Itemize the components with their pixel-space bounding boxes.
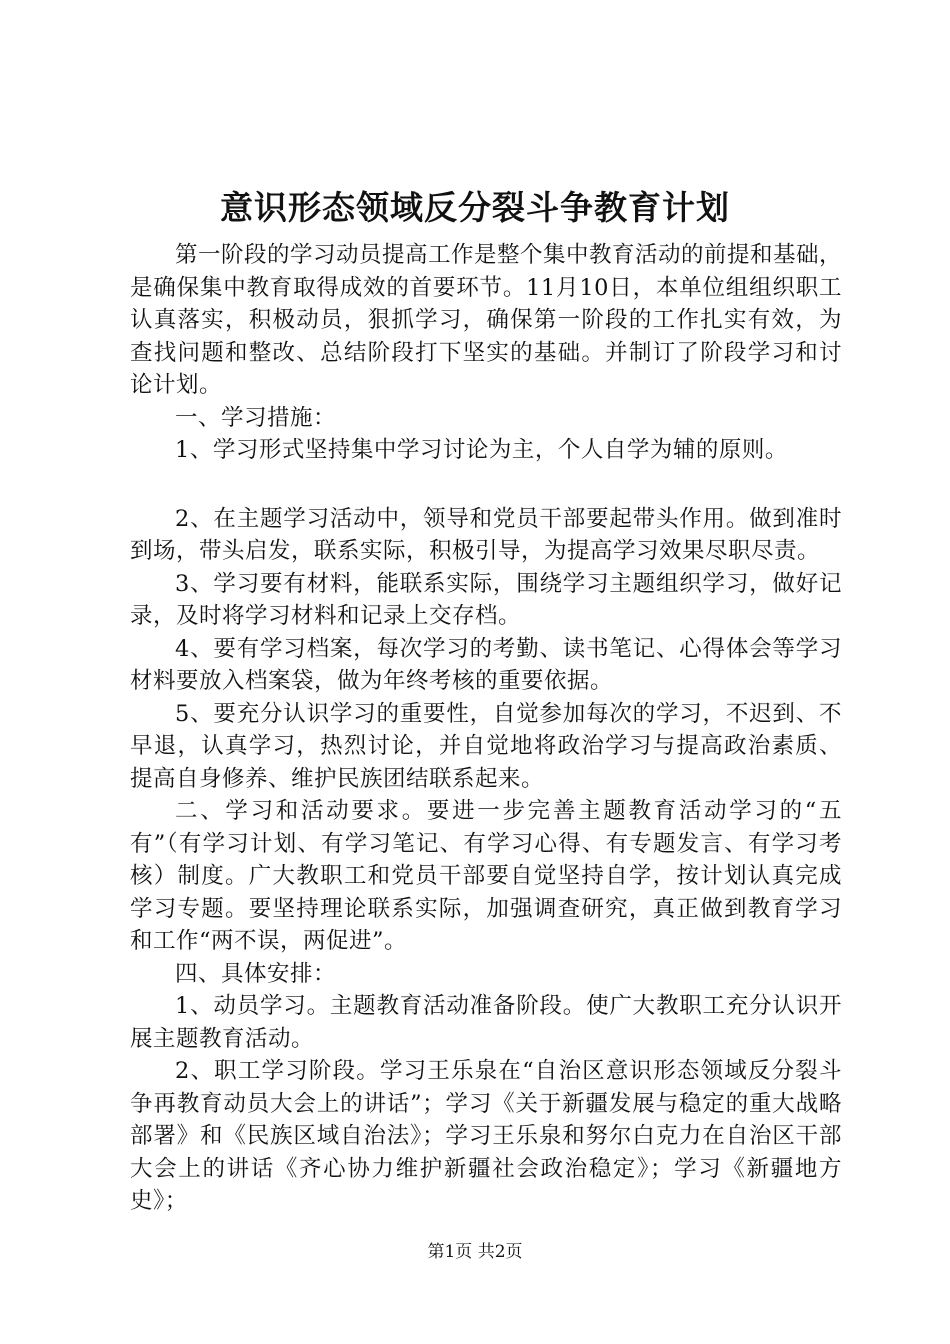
page-indicator: 第1页 共2页 [427,1242,523,1262]
paragraph-spacer [130,467,842,503]
measure-item-3: 3、学习要有材料，能联系实际，围绕学习主题组织学习，做好记录，及时将学习材料和记录上交存档。 [130,570,842,629]
arrangement-item-1: 1、动员学习。主题教育活动准备阶段。使广大教职工充分认识开展主题教育活动。 [130,993,842,1052]
intro-paragraph: 第一阶段的学习动员提高工作是整个集中教育活动的前提和基础，是确保集中教育取得成效的首要环节。11月10日，本单位组组织职工认真落实，积极动员，狠抓学习，确保第一阶段的工作扎实有效，为查找问题和整改、总结阶段打下坚实的基础。并制订了阶段学习和讨论计划。 [130,242,843,398]
measure-item-5: 5、要充分认识学习的重要性，自觉参加每次的学习，不迟到、不早退，认真学习，热烈讨论，并自觉地将政治学习与提高政治素质、提高自身修养、维护民族团结联系起来。 [130,700,842,792]
arrangement-item-2: 2、职工学习阶段。学习王乐泉在“自治区意识形态领域反分裂斗争再教育动员大会上的讲话”；学习《关于新疆发展与稳定的重大战略部署》和《民族区域自治法》；学习王乐泉和努尔白克力在自治区干部大会上的讲话《齐心协力维护新疆社会政治稳定》；学习《新疆地方史》； [130,1058,842,1214]
document-body [130,239,842,1218]
document-title: 意识形态领域反分裂斗争教育计划 [220,188,730,227]
measure-item-4: 4、要有学习档案，每次学习的考勤、读书笔记、心得体会等学习材料要放入档案袋，做为年终考核的重要依据。 [130,635,842,694]
measure-item-1: 1、学习形式坚持集中学习讨论为主，个人自学为辅的原则。 [175,437,788,463]
measure-item-2: 2、在主题学习活动中，领导和党员干部要起带头作用。做到准时到场，带头启发，联系实际，积极引导，为提高学习效果尽职尽责。 [130,505,842,564]
section-requirements: 二、学习和活动要求。要进一步完善主题教育活动学习的“五有”（有学习计划、有学习笔记、有学习心得、有专题发言、有学习考核）制度。广大教职工和党员干部要自觉坚持自学，按计划认真完成学习专题。要坚持理论联系实际，加强调查研究，真正做到教育学习和工作“两不误，两促进”。 [130,798,842,954]
section-heading-measures: 一、学习措施： [175,404,337,431]
section-heading-arrangements: 四、具体安排： [175,960,337,987]
